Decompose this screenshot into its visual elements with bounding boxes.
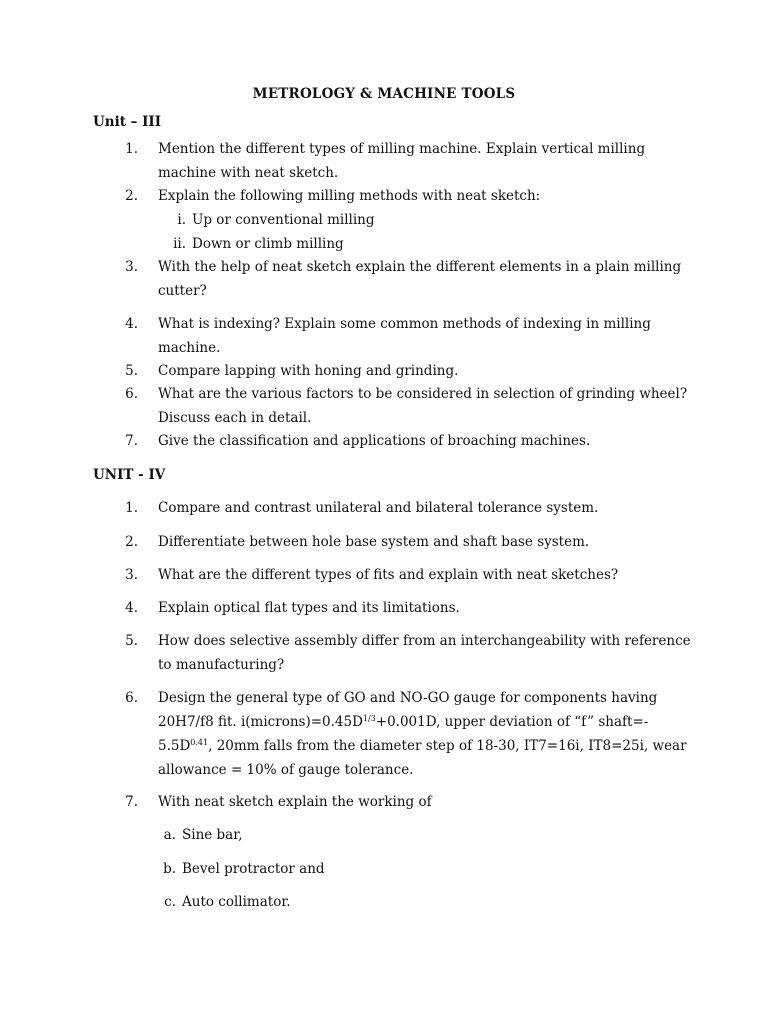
unit-4-subitem-a: a. Sine bar, <box>163 827 243 843</box>
unit-3-heading: Unit – III <box>93 114 162 130</box>
unit-4-subitem-b: b. Bevel protractor and <box>163 861 325 877</box>
unit-4-subitem-c: c. Auto collimator. <box>164 894 291 910</box>
document-page: METROLOGY & MACHINE TOOLS Unit – III 1. Mention the different types of milling machine. Explain vertical milling machine with neat sketch. 2. Explain the following milling methods with neat sketch: i. Up or conventional milling ii. Down or climb milling 3. With the help of neat sketch explain the different elements in a plain milling cutter? 4. What is indexing? Explain some common methods of indexing in milling machine. 5. Compare lapping with honing and grinding. 6. What are the various factors to be considered in selection of grinding wheel? Discuss each in detail. 7. Give the classification and applications of broaching machines. UNIT - IV 1. Compare and contrast unilateral and bilateral tolerance system. 2. Differentiate between hole base system and shaft base system. 3. What are the different types of fits and explain with neat sketches? 4. Explain optical flat types and its limitations. 5. How does selective assembly differ from an interchangeability with reference to manufacturing? 6. Design the general type of GO and NO-GO gauge for components having 20H7/f8 fit. $i(microns)=0.45D^{1/3}+0.001D$, upper deviation of “f” shaft=- $5.5D^{0.41}$, 20mm falls from the diameter step of 18-30, IT7=16i, IT8=25i, wear allowance = 10% of gauge tolerance. 7. With neat sketch explain the working of a. Sine bar, b. Bevel protractor and c. Auto collimator. <box>0 0 768 1024</box>
unit-3-subitem-ii: ii. Down or climb milling <box>173 236 344 252</box>
unit-3-subitem-i: i. Up or conventional milling <box>177 212 375 228</box>
page-title: METROLOGY & MACHINE TOOLS <box>252 86 516 102</box>
unit-4-heading: UNIT - IV <box>93 467 166 483</box>
